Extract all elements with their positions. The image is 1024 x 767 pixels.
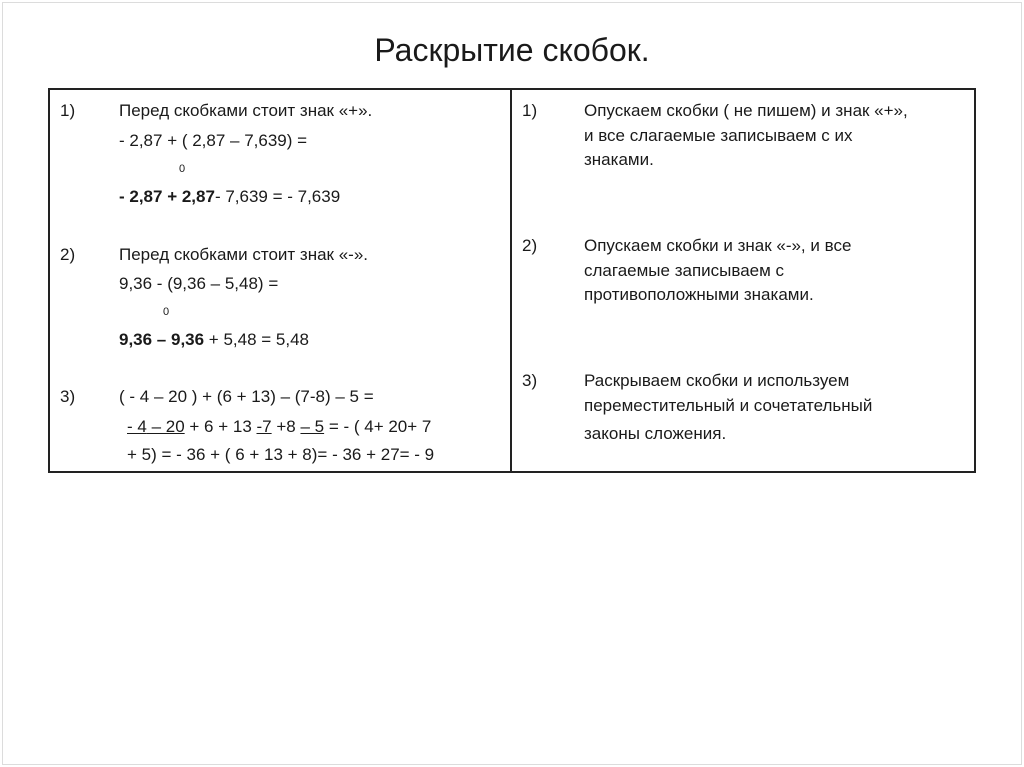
left-item-3-number: 3) xyxy=(60,387,76,406)
right-item-2-number: 2) xyxy=(522,236,538,255)
left-item-1-result-bold: - 2,87 + 2,87 xyxy=(119,187,215,206)
left-item-3-term-e: +8 xyxy=(271,417,301,436)
left-item-3-term-f: – 5 xyxy=(300,417,325,436)
right-item-2-line-3: противоположными знаками. xyxy=(584,285,814,304)
right-item-3-number: 3) xyxy=(522,371,538,390)
left-item-1-result-rest: - 7,639 = - 7,639 xyxy=(214,187,341,206)
right-item-2-line-2: слагаемые записываем с xyxy=(584,261,785,280)
table-column-divider xyxy=(510,88,512,473)
left-item-3-line-2 xyxy=(127,415,431,439)
left-item-3-term-g: = - ( 4+ 20+ 7 xyxy=(324,417,432,436)
left-item-1-result xyxy=(119,185,340,209)
left-item-2-result-bold: 9,36 – 9,36 xyxy=(119,330,205,349)
left-item-3-term-d: -7 xyxy=(256,417,272,436)
left-item-2-number: 2) xyxy=(60,245,76,264)
left-item-2-result-rest: + 5,48 = 5,48 xyxy=(204,330,309,349)
left-item-2-rule: Перед скобками стоит знак «-». xyxy=(119,245,368,264)
left-item-2-zero-note: 0 xyxy=(163,306,170,318)
left-item-3-term-c: + 6 + 13 xyxy=(184,417,257,436)
left-item-2-result xyxy=(119,328,309,352)
left-item-1-expression: - 2,87 + ( 2,87 – 7,639) = xyxy=(119,131,308,150)
left-item-1-number: 1) xyxy=(60,101,76,120)
right-item-2-line-1: Опускаем скобки и знак «-», и все xyxy=(584,236,852,255)
right-item-3-line-2: переместительный и сочетательный xyxy=(584,396,873,415)
left-item-3-line-3: + 5) = - 36 + ( 6 + 13 + 8)= - 36 + 27= - 9 xyxy=(127,445,435,464)
right-item-1-line-3: знаками. xyxy=(584,150,654,169)
right-item-1-number: 1) xyxy=(522,101,538,120)
left-item-1-rule: Перед скобками стоит знак «+». xyxy=(119,101,373,120)
right-item-3-line-1: Раскрываем скобки и используем xyxy=(584,371,850,390)
slide-title: Раскрытие скобок. xyxy=(374,32,650,68)
right-item-3-line-3: законы сложения. xyxy=(584,424,727,443)
left-item-1-zero-note: 0 xyxy=(179,163,186,175)
right-item-1-line-1: Опускаем скобки ( не пишем) и знак «+», xyxy=(584,101,908,120)
left-item-3-term-a: - 4 xyxy=(127,417,147,436)
left-item-2-expression: 9,36 - (9,36 – 5,48) = xyxy=(119,274,279,293)
left-item-3-term-b: – 20 xyxy=(146,417,185,436)
right-item-1-line-2: и все слагаемые записываем с их xyxy=(584,126,853,145)
left-item-3-expression: ( - 4 – 20 ) + (6 + 13) – (7-8) – 5 = xyxy=(119,387,374,406)
